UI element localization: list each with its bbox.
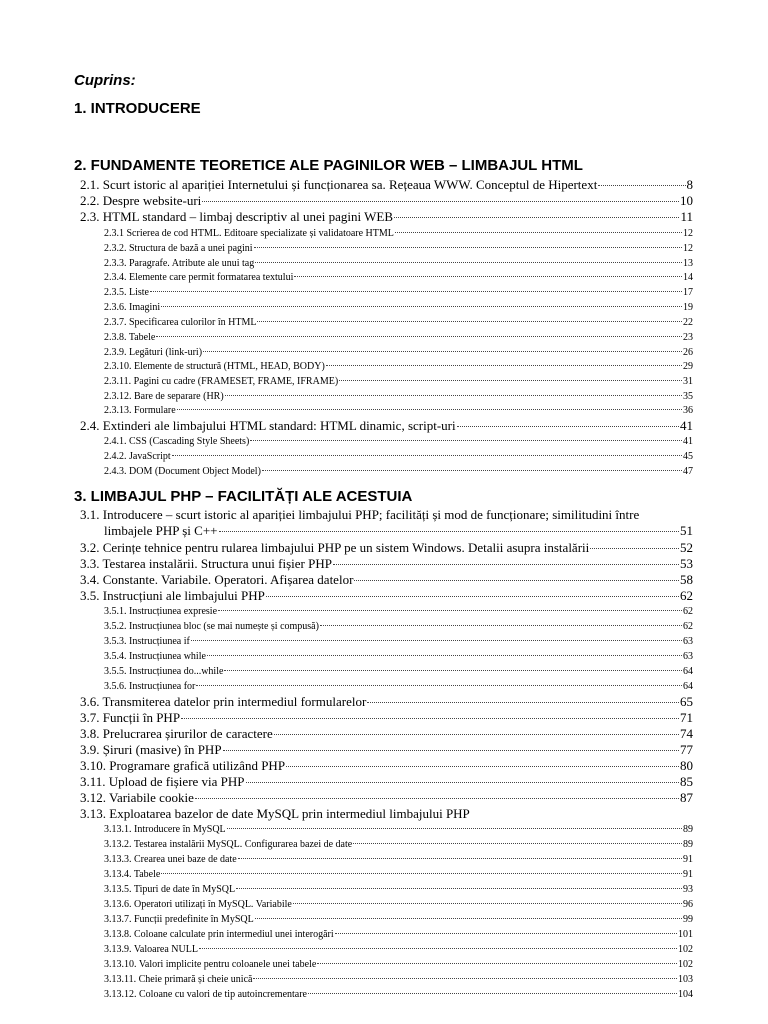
- toc-entry-text: 3.5.2. Instrucțiunea bloc (se mai numește și compusă): [104, 621, 319, 632]
- toc-entry-page: 29: [683, 361, 693, 372]
- toc-entry-2-3-11[interactable]: [104, 374, 693, 389]
- toc-entry-2-3-3[interactable]: [104, 256, 693, 271]
- toc-entry-page: 99: [683, 914, 693, 925]
- toc-entry-text: 3.5.4. Instrucțiunea while: [104, 651, 206, 662]
- toc-entry-page: 63: [683, 636, 693, 647]
- toc-entry-3-9[interactable]: [80, 742, 693, 758]
- toc-entry-text: 3.2. Cerințe tehnice pentru rularea limbajului PHP pe un sistem Windows. Detalii asupra instalării: [80, 540, 590, 555]
- toc-entry-text: 3.5. Instrucțiuni ale limbajului PHP: [80, 588, 265, 603]
- toc-entry-text: 3.13.1. Introducere în MySQL: [104, 824, 226, 835]
- toc-entry-2-1[interactable]: [80, 177, 693, 193]
- chapter-2-heading: 2. FUNDAMENTE TEORETICE ALE PAGINILOR WEB – LIMBAJUL HTML: [74, 157, 583, 174]
- toc-entry-text: 2.3.3. Paragrafe. Atribute ale unui tag: [104, 258, 255, 269]
- toc-entry-page: 91: [683, 869, 693, 880]
- toc-entry-page: 47: [683, 466, 693, 477]
- toc-entry-3-13-1[interactable]: [104, 822, 693, 837]
- toc-title: Cuprins:: [74, 72, 136, 89]
- toc-entry-text: 2.4.2. JavaScript: [104, 451, 171, 462]
- toc-entry-text: 2.3.11. Pagini cu cadre (FRAMESET, FRAME, IFRAME): [104, 376, 339, 387]
- toc-entry-text: 3.13.3. Crearea unei baze de date: [104, 854, 237, 865]
- toc-entry-page: 64: [683, 666, 693, 677]
- toc-entry-3-13-10[interactable]: [104, 957, 693, 972]
- toc-entry-page: 71: [680, 710, 693, 725]
- toc-entry-3-5[interactable]: [80, 588, 693, 604]
- toc-entry-page: 62: [683, 621, 693, 632]
- toc-entry-text: 3.11. Upload de fișiere via PHP: [80, 774, 245, 789]
- toc-entry-text: limbajele PHP și C++: [104, 523, 218, 538]
- toc-entry-2-3-5[interactable]: [104, 285, 693, 300]
- toc-entry-text: 3.13.8. Coloane calculate prin intermediul unei interogări: [104, 929, 334, 940]
- toc-entry-page: 96: [683, 899, 693, 910]
- toc-entry-text: 2.3.6. Imagini: [104, 302, 161, 313]
- toc-entry-page: 17: [683, 287, 693, 298]
- toc-entry-page: 22: [683, 317, 693, 328]
- chapter-3-heading: 3. LIMBAJUL PHP – FACILITĂȚI ALE ACESTUIA: [74, 488, 413, 505]
- toc-entry-page: 103: [678, 974, 693, 985]
- toc-entry-page: 53: [680, 556, 693, 571]
- toc-entry-3-5-2[interactable]: [104, 619, 693, 634]
- toc-entry-3-3[interactable]: [80, 556, 693, 572]
- toc-entry-text: 2.3.7. Specificarea culorilor în HTML: [104, 317, 257, 328]
- toc-entry-page: 102: [678, 959, 693, 970]
- toc-entry-3-4[interactable]: [80, 572, 693, 588]
- toc-entry-page: 35: [683, 391, 693, 402]
- toc-entry-page: 62: [680, 588, 693, 603]
- toc-entry-text: 2.3.12. Bare de separare (HR): [104, 391, 224, 402]
- toc-entry-3-10[interactable]: [80, 758, 693, 774]
- toc-entry-3-13-2[interactable]: [104, 837, 693, 852]
- toc-entry-2-3-2[interactable]: [104, 241, 693, 256]
- toc-entry-3-13-12[interactable]: [104, 987, 693, 1002]
- toc-entry-text: 3.13.5. Tipuri de date în MySQL: [104, 884, 236, 895]
- toc-entry-page: 62: [683, 606, 693, 617]
- toc-entry-text: 3.13. Exploatarea bazelor de date MySQL prin intermediul limbajului PHP: [80, 806, 470, 821]
- toc-entry-2-4[interactable]: [80, 418, 693, 434]
- toc-entry-page: 19: [683, 302, 693, 313]
- toc-entry-3-11[interactable]: [80, 774, 693, 790]
- toc-entry-2-3-12[interactable]: [104, 389, 693, 404]
- toc-entry-text: 3.13.4. Tabele: [104, 869, 161, 880]
- toc-entry-text: 3.13.7. Funcții predefinite în MySQL: [104, 914, 254, 925]
- toc-entry-page: 51: [680, 523, 693, 538]
- toc-entry-page: 102: [678, 944, 693, 955]
- toc-entry-page: 101: [678, 929, 693, 940]
- toc-entry-text: 3.13.10. Valori implicite pentru coloanele unei tabele: [104, 959, 317, 970]
- toc-entry-text: 3.3. Testarea instalării. Structura unui fișier PHP: [80, 556, 332, 571]
- toc-entry-3-5-5[interactable]: [104, 664, 693, 679]
- toc-entry-3-8[interactable]: [80, 726, 693, 742]
- toc-entry-page: 91: [683, 854, 693, 865]
- toc-entry-text: 3.8. Prelucrarea șirurilor de caractere: [80, 726, 273, 741]
- toc-entry-2-4-2[interactable]: [104, 449, 693, 464]
- toc-entry-text: 3.4. Constante. Variabile. Operatori. Afișarea datelor: [80, 572, 354, 587]
- toc-entry-3-13-7[interactable]: [104, 912, 693, 927]
- toc-entry-text: 3.5.5. Instrucțiunea do...while: [104, 666, 224, 677]
- toc-entry-text: 2.3.4. Elemente care permit formatarea textului: [104, 272, 294, 283]
- toc-entry-page: 41: [680, 418, 693, 433]
- toc-entry-3-1-line2[interactable]: [104, 523, 693, 539]
- toc-entry-3-13-6[interactable]: [104, 897, 693, 912]
- toc-entry-page: 11: [680, 209, 693, 224]
- toc-entry-2-3[interactable]: [80, 209, 693, 225]
- toc-entry-3-13-4[interactable]: [104, 867, 693, 882]
- toc-entry-text: 2.4.3. DOM (Document Object Model): [104, 466, 261, 477]
- toc-entry-page: 64: [683, 681, 693, 692]
- toc-entry-3-5-6[interactable]: [104, 679, 693, 694]
- toc-entry-2-3-4[interactable]: [104, 270, 693, 285]
- toc-entry-text: 2.3.1 Scrierea de cod HTML. Editoare specializate și validatoare HTML: [104, 228, 394, 239]
- toc-entry-2-3-10[interactable]: [104, 359, 693, 374]
- toc-entry-text: 2.4. Extinderi ale limbajului HTML standard: HTML dinamic, script-uri: [80, 418, 456, 433]
- toc-entry-3-6[interactable]: [80, 694, 693, 710]
- toc-entry-text: 3.6. Transmiterea datelor prin intermediul formularelor: [80, 694, 367, 709]
- toc-entry-text: 3.12. Variabile cookie: [80, 790, 194, 805]
- toc-entry-3-13-5[interactable]: [104, 882, 693, 897]
- toc-entry-text: 2.3.2. Structura de bază a unei pagini: [104, 243, 253, 254]
- toc-entry-page: 45: [683, 451, 693, 462]
- toc-entry-page: 85: [680, 774, 693, 789]
- toc-entry-text: 3.13.12. Coloane cu valori de tip autoincrementare: [104, 989, 307, 1000]
- toc-entry-page: 65: [680, 694, 693, 709]
- toc-entry-page: 12: [683, 243, 693, 254]
- toc-entry-text: 2.3.8. Tabele: [104, 332, 156, 343]
- toc-entry-text: 2.3.10. Elemente de structură (HTML, HEAD, BODY): [104, 361, 325, 372]
- toc-entry-page: 8: [686, 177, 693, 192]
- toc-entry-text: 3.5.6. Instrucțiunea for: [104, 681, 196, 692]
- toc-entry-text: 3.13.2. Testarea instalării MySQL. Configurarea bazei de date: [104, 839, 353, 850]
- toc-entry-text: 2.2. Despre website-uri: [80, 193, 202, 208]
- toc-entry-2-3-7[interactable]: [104, 315, 693, 330]
- toc-entry-text: 3.9. Șiruri (masive) în PHP: [80, 742, 222, 757]
- toc-entry-text: 2.3.9. Legături (link-uri): [104, 347, 203, 358]
- toc-entry-3-13-11[interactable]: [104, 972, 693, 987]
- toc-entry-page: 26: [683, 347, 693, 358]
- toc-entry-text: 3.5.3. Instrucțiunea if: [104, 636, 190, 647]
- toc-entry-text: 2.3. HTML standard – limbaj descriptiv al unei pagini WEB: [80, 209, 394, 224]
- toc-entry-3-5-1[interactable]: [104, 604, 693, 619]
- toc-entry-page: 10: [680, 193, 693, 208]
- toc-entry-page: 74: [680, 726, 693, 741]
- toc-entry-page: 80: [680, 758, 693, 773]
- toc-entry-text: 2.4.1. CSS (Cascading Style Sheets): [104, 436, 250, 447]
- toc-entry-page: 89: [683, 839, 693, 850]
- toc-entry-2-2[interactable]: [80, 193, 693, 209]
- toc-entry-2-4-3[interactable]: [104, 464, 693, 479]
- toc-entry-3-5-3[interactable]: [104, 634, 693, 649]
- toc-entry-3-13-9[interactable]: [104, 942, 693, 957]
- toc-entry-page: 52: [680, 540, 693, 555]
- toc-entry-page: 104: [678, 989, 693, 1000]
- toc-entry-text: 3.7. Funcții în PHP: [80, 710, 181, 725]
- toc-entry-page: 36: [683, 405, 693, 416]
- toc-entry-page: 14: [683, 272, 693, 283]
- toc-entry-3-2[interactable]: [80, 540, 693, 556]
- toc-entry-3-1-line1[interactable]: 3.1. Introducere – scurt istoric al apariției limbajului PHP; facilități și mod de funcționare; similitudini între: [80, 507, 640, 522]
- toc-entry-2-3-1[interactable]: [104, 226, 693, 241]
- toc-entry-3-12[interactable]: [80, 790, 693, 806]
- toc-entry-page: 41: [683, 436, 693, 447]
- chapter-1-heading: 1. INTRODUCERE: [74, 100, 201, 117]
- toc-entry-2-3-13[interactable]: [104, 403, 693, 418]
- toc-entry-2-3-9[interactable]: [104, 345, 693, 360]
- toc-entry-text: 3.13.11. Cheie primară și cheie unică: [104, 974, 253, 985]
- toc-entry-page: 89: [683, 824, 693, 835]
- toc-entry-page: 12: [683, 228, 693, 239]
- toc-entry-2-3-6[interactable]: [104, 300, 693, 315]
- toc-entry-text: 3.13.6. Operatori utilizați în MySQL. Variabile: [104, 899, 292, 910]
- toc-entry-3-13-3[interactable]: [104, 852, 693, 867]
- toc-entry-text: 3.10. Programare grafică utilizând PHP: [80, 758, 286, 773]
- toc-entry-page: 63: [683, 651, 693, 662]
- toc-entry-page: 13: [683, 258, 693, 269]
- toc-entry-page: 93: [683, 884, 693, 895]
- toc-entry-page: 31: [683, 376, 693, 387]
- toc-entry-3-5-4[interactable]: [104, 649, 693, 664]
- toc-entry-text: 2.3.5. Liste: [104, 287, 149, 298]
- toc-entry-3-7[interactable]: [80, 710, 693, 726]
- toc-entry-page: 58: [680, 572, 693, 587]
- toc-entry-2-4-1[interactable]: [104, 434, 693, 449]
- toc-entry-text: 3.5.1. Instrucțiunea expresie: [104, 606, 218, 617]
- toc-entry-text: 2.3.13. Formulare: [104, 405, 176, 416]
- toc-entry-3-13[interactable]: [80, 806, 693, 822]
- toc-entry-2-3-8[interactable]: [104, 330, 693, 345]
- toc-entry-page: 23: [683, 332, 693, 343]
- toc-entry-page: 77: [680, 742, 693, 757]
- toc-entry-text: 3.13.9. Valoarea NULL: [104, 944, 198, 955]
- toc-entry-page: 87: [680, 790, 693, 805]
- toc-entry-text: 2.1. Scurt istoric al apariției Internetului și funcționarea sa. Rețeaua WWW. Conceptul de Hipertext: [80, 177, 598, 192]
- toc-entry-3-13-8[interactable]: [104, 927, 693, 942]
